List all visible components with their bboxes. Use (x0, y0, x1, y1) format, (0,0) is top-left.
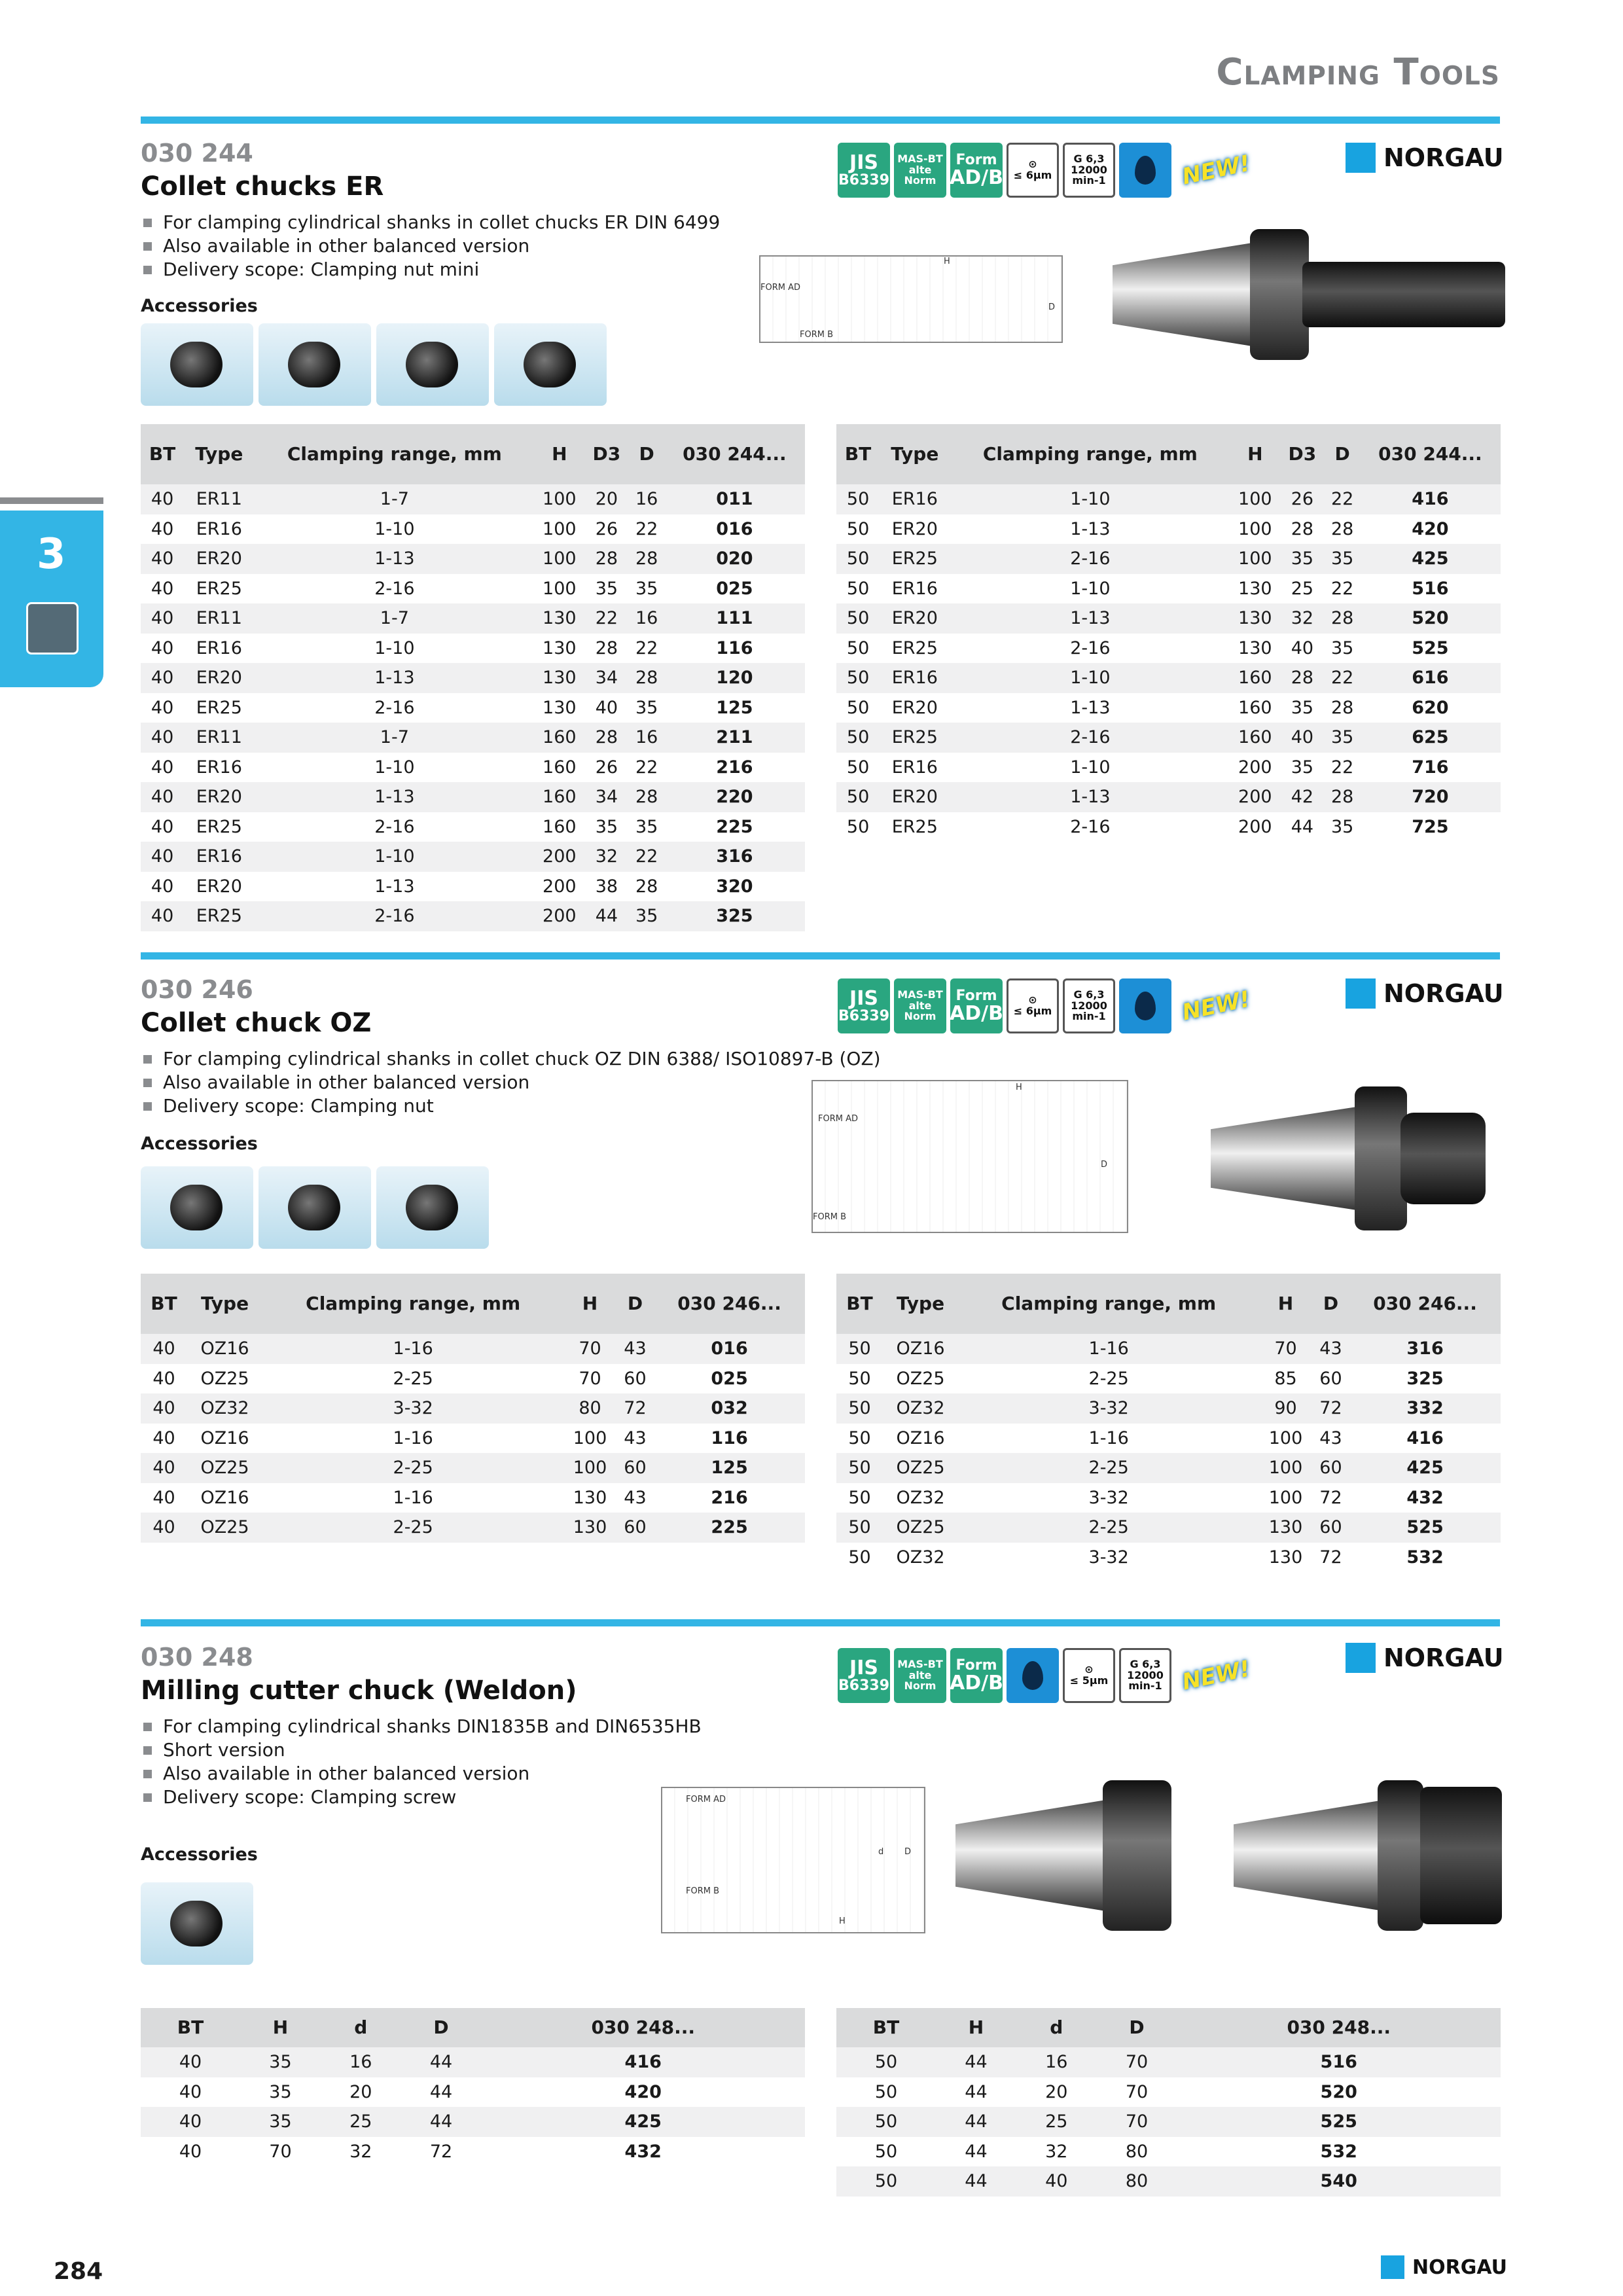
feature-item: For clamping cylindrical shanks in collet chucks ER DIN 6499 (141, 211, 720, 234)
table-row[interactable]: 50 OZ16 1-16 100 43 416 (848, 1427, 1444, 1448)
table-row[interactable]: 50 44 32 80 532 (874, 2141, 1357, 2162)
table-row[interactable]: 50 44 40 80 540 (836, 2166, 1501, 2197)
feature-item: For clamping cylindrical shanks DIN1835B and DIN6535HB (141, 1715, 702, 1738)
jis-badge: JIS B6339 (838, 978, 890, 1033)
page-header-title: Clamping Tools (1216, 51, 1500, 94)
coolant-drop-icon (1007, 1648, 1059, 1703)
table-row[interactable]: 50 ER20 1-13 160 35 28 620 (846, 697, 1449, 718)
form-badge: Form AD/B (950, 143, 1003, 198)
balance-badge: G 6,3 12000 min-1 (1063, 978, 1115, 1033)
table-row[interactable]: 40 OZ16 1-16 70 43 016 (141, 1334, 805, 1364)
table-row[interactable]: 40 ER16 1-10 100 26 22 016 (151, 518, 753, 539)
tool-holder-icon (26, 602, 79, 655)
mas-bt-badge: MAS-BT alte Norm (894, 143, 946, 198)
table-row[interactable]: 50 ER25 2-16 130 40 35 525 (846, 637, 1449, 658)
runout-gauge-icon: ⊙ ≤ 5µm (1063, 1648, 1115, 1703)
collet-image[interactable] (259, 323, 371, 406)
new-badge: NEW! (1179, 986, 1253, 1026)
table-row[interactable]: 50 44 16 70 516 (836, 2047, 1501, 2077)
table-row[interactable]: 40 ER16 1-10 200 32 22 316 (141, 842, 805, 872)
brand-square-icon (1346, 978, 1376, 1009)
table-row[interactable]: 50 OZ32 3-32 130 72 532 (848, 1547, 1444, 1568)
table-row[interactable]: 40 ER20 1-13 100 28 28 020 (141, 544, 805, 574)
table-row[interactable]: 50 ER25 2-16 100 35 35 425 (836, 544, 1501, 574)
clamping-nut-image[interactable] (141, 323, 253, 406)
feature-item: Delivery scope: Clamping nut (141, 1094, 881, 1118)
table-row[interactable]: 50 ER25 2-16 160 40 35 625 (836, 723, 1501, 753)
form-badge: Form AD/B (950, 978, 1003, 1033)
table-row[interactable]: 40 ER20 1-13 130 34 28 120 (141, 663, 805, 693)
table-row[interactable]: 40 ER20 1-13 200 38 28 320 (151, 876, 753, 897)
table-row[interactable]: 50 OZ25 2-25 85 60 325 (848, 1368, 1444, 1389)
table-row[interactable]: 40 35 16 44 416 (141, 2047, 805, 2077)
jis-badge: JIS B6339 (838, 1648, 890, 1703)
product-table-bt50: BT H d D 030 248... 50 44 16 70 516 50 44 20 70 520 50 44 25 70 525 50 44 32 80 532 50 44 40 80 540 (836, 2008, 1501, 2197)
runout-gauge-icon: ⊙ ≤ 6µm (1007, 143, 1059, 198)
new-badge: NEW! (1179, 1655, 1253, 1696)
section-number: 030 246 (141, 975, 253, 1004)
form-badge: Form AD/B (950, 1648, 1003, 1703)
feature-item: Also available in other balanced version (141, 1071, 881, 1094)
product-table-bt50: BT Type Clamping range, mm H D 030 246... 50 OZ16 1-16 70 43 316 50 OZ25 2-25 85 60 325 50 OZ32 3-32 90 72 332 50 OZ16 1-16 100 43 416 50 OZ25 2-25 100 60 425 50 OZ32 3-32 100 72 432 50 OZ25 2-25 130 60 525 50 OZ32 3-32 130 72 532 (836, 1274, 1501, 1572)
feature-item: Delivery scope: Clamping nut mini (141, 258, 720, 281)
accessories-label: Accessories (141, 1134, 258, 1154)
table-row[interactable]: 40 ER25 2-16 100 35 35 025 (151, 578, 753, 599)
technical-drawing: FORM AD FORM B H d D (661, 1787, 925, 1933)
product-table-bt50: BT Type Clamping range, mm H D3 D 030 244... 50 ER16 1-10 100 26 22 416 50 ER20 1-13 100 28 28 420 50 ER25 2-16 100 35 35 425 50 ER16 1-10 130 25 22 516 50 ER20 1-13 130 32 28 520 50 ER25 2-16 130 40 35 525 50 ER16 1-10 160 28 22 616 50 ER20 1-13 160 35 28 620 50 ER25 2-16 160 40 35 625 50 ER16 1-10 200 35 22 716 50 ER20 1-13 200 42 28 720 50 ER25 2-16 200 44 35 725 (836, 424, 1501, 842)
spec-badges (838, 978, 1251, 1033)
chapter-number: 3 (37, 530, 66, 579)
table-row[interactable]: 50 ER20 1-13 100 28 28 420 (846, 518, 1449, 539)
table-row[interactable]: 40 OZ25 2-25 130 60 225 (141, 1513, 805, 1543)
jis-badge: JIS B6339 (838, 143, 890, 198)
accessories-row (141, 1166, 489, 1249)
section-title: Collet chucks ER (141, 171, 384, 202)
table-row[interactable]: 50 ER16 1-10 160 28 22 616 (836, 663, 1501, 693)
table-row[interactable]: 50 ER16 1-10 200 35 22 716 (846, 757, 1449, 778)
section-title: Milling cutter chuck (Weldon) (141, 1676, 577, 1706)
brand-logo: NORGAU (1346, 978, 1504, 1009)
table-row[interactable]: 50 OZ32 3-32 100 72 432 (848, 1487, 1444, 1508)
feature-list (141, 1715, 702, 1809)
section-number: 030 244 (141, 139, 253, 168)
accessories-label: Accessories (141, 296, 258, 316)
clamping-nut-image[interactable] (141, 1166, 253, 1249)
table-row[interactable]: 50 ER20 1-13 130 32 28 520 (836, 603, 1501, 634)
table-row[interactable]: 50 OZ32 3-32 90 72 332 (836, 1393, 1501, 1424)
wrench-image[interactable] (494, 323, 607, 406)
new-badge: NEW! (1179, 150, 1253, 190)
table-row[interactable]: 40 ER11 1-7 100 20 16 011 (141, 484, 805, 514)
product-table-bt40: BT Type Clamping range, mm H D3 D 030 244... 40 ER11 1-7 100 20 16 011 40 ER16 1-10 100 26 22 016 40 ER20 1-13 100 28 28 020 40 ER25 2-16 100 35 35 025 40 ER11 1-7 130 22 16 111 40 ER16 1-10 130 28 22 116 40 ER20 1-13 130 34 28 120 40 ER25 2-16 130 40 35 125 40 ER11 1-7 160 28 16 211 40 ER16 1-10 160 26 22 216 40 ER20 1-13 160 34 28 220 40 ER25 2-16 160 35 35 225 40 ER16 1-10 200 32 22 316 40 ER20 1-13 200 38 28 320 40 ER25 2-16 200 44 35 325 (141, 424, 805, 931)
table-row[interactable]: 40 ER11 1-7 160 28 16 211 (141, 723, 805, 753)
section-divider (141, 1619, 1500, 1626)
feature-item: Also available in other balanced version (141, 1762, 702, 1785)
spec-badges (838, 143, 1251, 198)
table-row[interactable]: 40 OZ32 3-32 80 72 032 (141, 1393, 805, 1424)
collet-image[interactable] (259, 1166, 371, 1249)
runout-gauge-icon: ⊙ ≤ 6µm (1007, 978, 1059, 1033)
product-photo (1211, 1086, 1486, 1230)
feature-list (141, 211, 720, 281)
spec-badges (838, 1648, 1251, 1703)
section-title: Collet chuck OZ (141, 1008, 372, 1038)
product-photo (1234, 1780, 1502, 1931)
page-number: 284 (54, 2258, 103, 2285)
table-row[interactable]: 40 ER20 1-13 160 34 28 220 (141, 782, 805, 812)
brand-square-icon (1346, 1643, 1376, 1673)
product-table-bt40: BT Type Clamping range, mm H D 030 246... 40 OZ16 1-16 70 43 016 40 OZ25 2-25 70 60 025 40 OZ32 3-32 80 72 032 40 OZ16 1-16 100 43 116 40 OZ25 2-25 100 60 125 40 OZ16 1-16 130 43 216 40 OZ25 2-25 130 60 225 (141, 1274, 805, 1543)
table-row[interactable]: 50 ER25 2-16 200 44 35 725 (846, 816, 1449, 837)
brand-logo: NORGAU (1346, 143, 1504, 173)
brand-logo: NORGAU (1346, 1643, 1504, 1673)
section-divider (141, 117, 1500, 124)
table-row[interactable]: 40 35 25 44 425 (141, 2107, 805, 2137)
table-row[interactable]: 50 OZ16 1-16 70 43 316 (836, 1334, 1501, 1364)
table-row[interactable]: 50 OZ25 2-25 130 60 525 (836, 1513, 1501, 1543)
pull-stud-image[interactable] (141, 1882, 253, 1965)
table-row[interactable]: 40 35 20 44 420 (179, 2081, 662, 2102)
table-row[interactable]: 50 OZ25 2-25 100 60 425 (836, 1453, 1501, 1483)
feature-item: Also available in other balanced version (141, 234, 720, 258)
footer-brand-logo: NORGAU (1381, 2255, 1507, 2279)
pull-stud-image[interactable] (376, 1166, 489, 1249)
product-table-bt40: BT H d D 030 248... 40 35 16 44 416 40 35 20 44 420 40 35 25 44 425 40 70 32 72 432 (141, 2008, 805, 2166)
coolant-drop-icon (1119, 143, 1171, 198)
mas-bt-badge: MAS-BT alte Norm (894, 1648, 946, 1703)
table-row[interactable]: 40 ER11 1-7 130 22 16 111 (141, 603, 805, 634)
balance-badge: G 6,3 12000 min-1 (1119, 1648, 1171, 1703)
table-row[interactable]: 50 44 20 70 520 (874, 2081, 1357, 2102)
table-row[interactable]: 50 ER16 1-10 130 25 22 516 (846, 578, 1449, 599)
table-row[interactable]: 40 ER16 1-10 130 28 22 116 (151, 637, 753, 658)
table-row[interactable]: 40 OZ25 2-25 100 60 125 (141, 1453, 805, 1483)
section-number: 030 248 (141, 1643, 253, 1672)
feature-item: For clamping cylindrical shanks in collet chuck OZ DIN 6388/ ISO10897-B (OZ) (141, 1047, 881, 1071)
mas-bt-badge: MAS-BT alte Norm (894, 978, 946, 1033)
product-photo (1113, 229, 1505, 360)
feature-list (141, 1047, 881, 1118)
table-row[interactable]: 40 70 32 72 432 (179, 2141, 662, 2162)
feature-item: Short version (141, 1738, 702, 1762)
table-row[interactable]: 40 OZ16 1-16 130 43 216 (152, 1487, 748, 1508)
brand-square-icon (1381, 2255, 1404, 2279)
table-row[interactable]: 40 ER25 2-16 200 44 35 325 (141, 901, 805, 931)
feature-item: Delivery scope: Clamping screw (141, 1785, 702, 1809)
section-divider (141, 952, 1500, 960)
balance-badge: G 6,3 12000 min-1 (1063, 143, 1115, 198)
brand-square-icon (1346, 143, 1376, 173)
table-row[interactable]: 40 OZ16 1-16 100 43 116 (152, 1427, 748, 1448)
table-row[interactable]: 50 44 25 70 525 (836, 2107, 1501, 2137)
table-row[interactable]: 40 ER25 2-16 160 35 35 225 (151, 816, 753, 837)
table-row[interactable]: 40 OZ25 2-25 70 60 025 (152, 1368, 748, 1389)
coolant-drop-icon (1119, 978, 1171, 1033)
side-tab-line (0, 497, 103, 504)
accessories-row (141, 323, 607, 406)
accessories-row (141, 1882, 253, 1965)
pull-stud-image[interactable] (376, 323, 489, 406)
technical-drawing: FORM AD FORM B H D (812, 1080, 1128, 1233)
product-photo (955, 1780, 1185, 1931)
technical-drawing: FORM AD FORM B H D (759, 255, 1063, 343)
accessories-label: Accessories (141, 1844, 258, 1865)
table-row[interactable]: 40 ER25 2-16 130 40 35 125 (151, 697, 753, 718)
table-row[interactable]: 40 ER16 1-10 160 26 22 216 (151, 757, 753, 778)
table-row[interactable]: 50 ER20 1-13 200 42 28 720 (836, 782, 1501, 812)
table-row[interactable]: 50 ER16 1-10 100 26 22 416 (836, 484, 1501, 514)
